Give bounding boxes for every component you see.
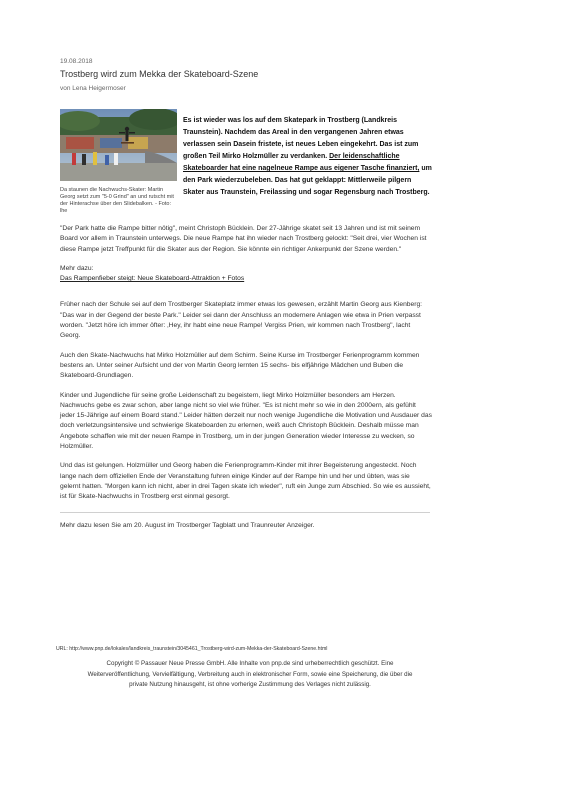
teaser-text-2: um den Park wiederzubeleben. Das hat gut geklappt: Mittlerweile pilgern Skater aus Traunstein, Freilassing und sogar Regensburg nach Trostberg.: [183, 165, 432, 196]
photo-caption: Da staunen die Nachwuchs-Skater: Martin Georg setzt zum "5-0 Grind" an und rutscht mit der Hinterachse über den Slidebalken. - Foto: lhe: [60, 187, 174, 214]
paragraph: Auch den Skate-Nachwuchs hat Mirko Holzmüller auf dem Schirm. Seine Kurse im Trostberger Ferienprogramm kommen bestens an. Unter seiner Aufsicht und der von Martin Georg lernten 15 sechs- bis elfjährige Mädchen und Buben die Skateboard-Grundlagen.: [60, 351, 420, 380]
paragraph: "Der Park hatte die Rampe bitter nötig", meint Christoph Bücklein. Der 27-Jährige skatet seit 13 Jahren und ist mit seinem Board vor allem in Traunstein unterwegs. Die neue Rampe hat ihn wieder nach Trostberg gelockt: "Seit drei, vier Wochen ist diese Rampe jetzt Treffpunkt für die Skater aus der Region. Sie könnte ein richtiger Ankerpunkt der Szene werden.": [60, 225, 427, 253]
article-photo[interactable]: [60, 109, 177, 181]
photo-ground: [60, 163, 177, 181]
more-link[interactable]: Das Rampenfieber steigt: Neue Skateboard-Attraktion + Fotos: [60, 275, 245, 283]
article: [60, 58, 432, 540]
paragraph: Und das ist gelungen. Holzmüller und Georg haben die Ferienprogramm-Kinder mit ihrer Begeisterung angesteckt. Noch lange nach dem offiziellen Ende der Veranstaltung fuhren einige Kinder auf der Rampe hin und her und übten, was sie gelernt hatten. "Morgen kann ich nicht, aber in drei Tagen skate ich wieder", ruft ein Junge zum Abschied. So wie es aussieht, ist für Skate-Nachwuchs in Trostberg erst einmal gesorgt.: [60, 462, 431, 501]
teaser-text-1: Es ist wieder was los auf dem Skatepark in Trostberg (Landkreis Traunstein). Nachdem das Areal in den vergangenen Jahren etwas verlassen sein Dasein fristete, ist neues Leben eingekehrt. Das ist zum großen Teil Mirko Holzmüller zu verdanken.: [183, 117, 419, 160]
photo-graffiti-red: [66, 137, 94, 149]
copyright-notice: Copyright © Passauer Neue Presse GmbH. Alle Inhalte von pnp.de sind urheberrechtlich geschützt. Eine Weiterveröffentlichung, Vervielfältigung, Verbreitung auch in elektronischer Form, sowie eine Speicherung, die über die private Nutzung hinausgeht, ist ohne vorherige Zustimmung des Verlages nicht zulässig.: [87, 660, 413, 688]
paragraph: Früher nach der Schule sei auf dem Trostberger Skateplatz immer etwas los gewesen, erzählt Martin Georg aus Kienberg: "Das war in der Gegend der beste Park." Leider sei dann der Anschluss an modernere Anlagen wie etwa in Prien verpasst worden. "Jetzt höre ich immer öfter: ‚Hey, ihr habt eine neue Rampe! Vergiss Prien, wir kommen nach Trostberg", lacht Georg.: [60, 301, 423, 340]
article-teaser: [183, 115, 433, 199]
footer-note: Mehr dazu lesen Sie am 20. August im Trostberger Tagblatt und Traunreuter Anzeiger.: [60, 521, 315, 529]
photo-box: [60, 109, 177, 215]
more-label: Mehr dazu:: [60, 264, 94, 272]
paragraph: Kinder und Jugendliche für seine große Leidenschaft zu begeistern, liegt Mirko Holzmüller besonders am Herzen. Nachwuchs gebe es zwar schon, aber lange nicht so viel wie früher. "Es ist nicht mehr so wie in den 2000ern, als gefühlt jeder 15-Jährige auf einem Board stand." Leider hätten derzeit nur noch wenige Jugendliche die Motivation und Ausdauer das doch verletzungsintensive und schwierige Skateboarden zu erlernen, weiß auch Christoph Bücklein. Deshalb müsse man Angebote schaffen wie mit der neuen Rampe in Trostberg, um in der jungen Generation wieder Interesse zu wecken, so Holzmüller.: [60, 391, 432, 451]
article-title: Trostberg wird zum Mekka der Skateboard-Szene: [60, 69, 259, 79]
page-url: URL: http://www.pnp.de/lokales/landkreis_traunstein/3045461_Trostberg-wird-zum-Mekka-der-Skateboard-Szene.html: [56, 646, 328, 652]
article-body: [60, 224, 432, 531]
article-date: 19.08.2018: [60, 58, 93, 65]
lead-section: [60, 109, 432, 224]
divider: [60, 512, 430, 513]
teaser-link[interactable]: Der leidenschaftliche Skateboarder hat eine nagelneue Rampe aus eigener Tasche finanziert,: [183, 153, 420, 172]
more-paragraph: [60, 274, 432, 284]
article-author: von Lena Heigermoser: [60, 85, 126, 92]
photo-graffiti-blue: [100, 138, 122, 148]
